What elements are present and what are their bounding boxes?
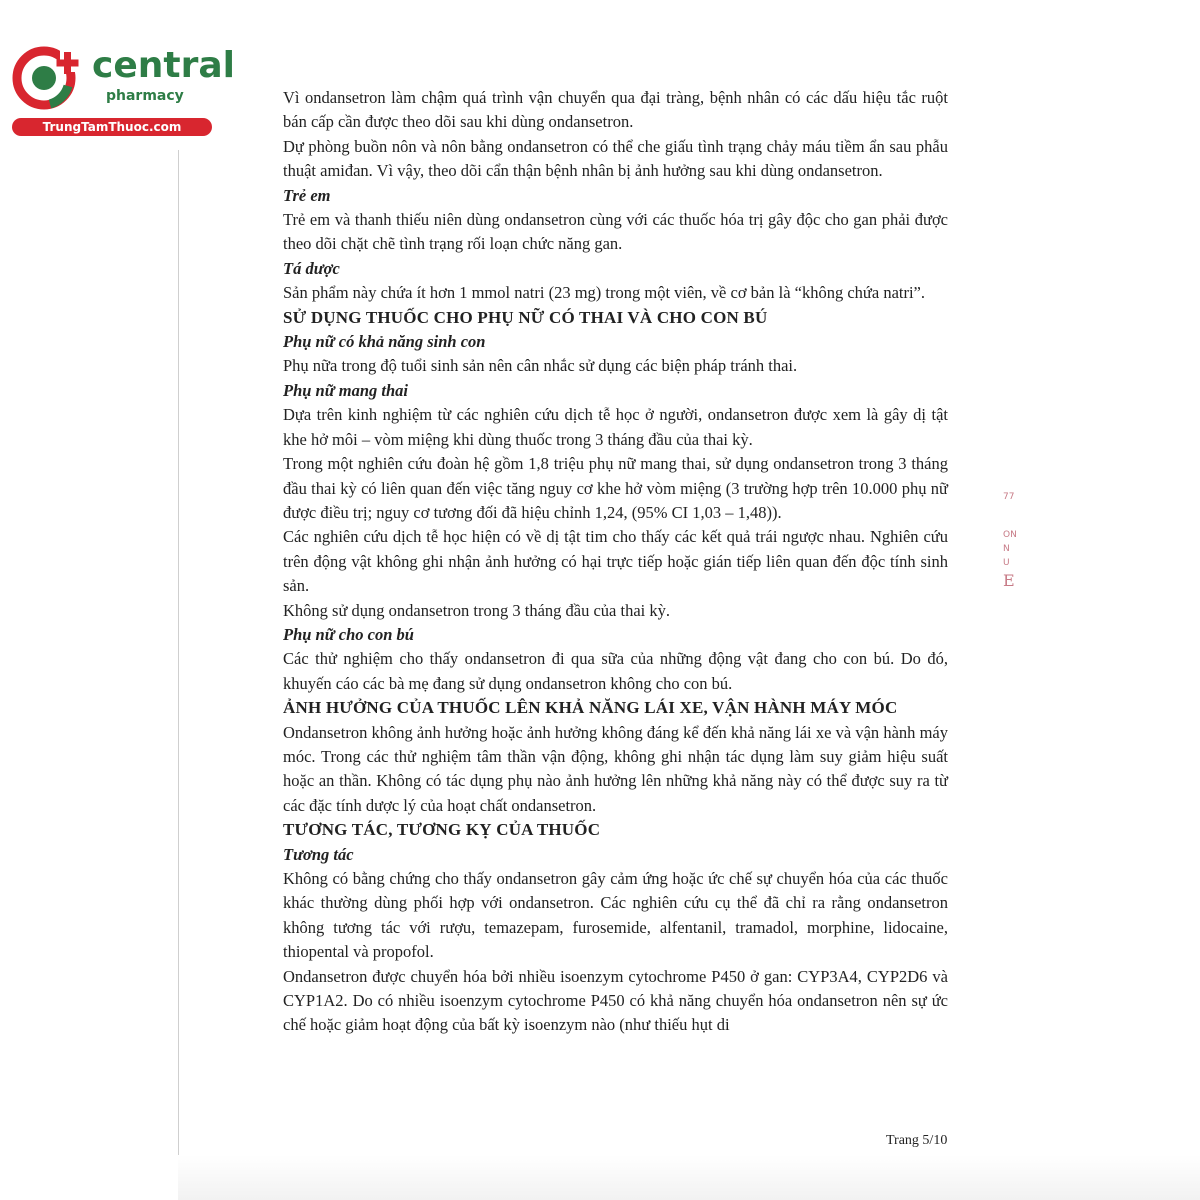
paragraph: Phụ nữa trong độ tuổi sinh sản nên cân nhắc sử dụng các biện pháp tránh thai. [283,356,798,376]
subheading-breastfeeding: Phụ nữ cho con bú [283,624,414,644]
logo-domain-badge: TrungTamThuoc.com [12,118,212,136]
logo-brand-text: central [92,45,235,86]
central-pharmacy-logo[interactable] [8,38,235,138]
paragraph: Sản phẩm này chứa ít hơn 1 mmol natri (23 mg) trong một viên, về cơ bản là “không chứa natri”. [283,283,926,303]
page-bottom-shadow [178,1155,1200,1200]
subheading-excipients: Tá dược [283,258,340,278]
subheading-childbearing: Phụ nữ có khả năng sinh con [283,332,486,352]
pharmacy-cross-icon [8,38,90,116]
stamp-mark [1003,490,1027,650]
paragraph: Vì ondansetron làm chậm quá trình vận chuyển qua đại tràng, bệnh nhân có các dấu hiệu tắc ruột bán cấp cần được theo dõi sau khi dùng ondansetron. [283,88,948,132]
paragraph: Trong một nghiên cứu đoàn hệ gồm 1,8 triệu phụ nữ mang thai, sử dụng ondansetron trong 3 tháng đầu thai kỳ có liên quan đến việc tăng nguy cơ khe hở vòm miệng (3 trường hợp trên 10.000 phụ nữ được điều trị; nguy cơ tương đối đã hiệu chỉnh 1,24, (95% CI 1,03 – 1,48)). [283,454,948,522]
stamp-line: U [1003,558,1010,568]
paragraph: Dự phòng buồn nôn và nôn bằng ondansetron có thể che giấu tình trạng chảy máu tiềm ẩn sau phẫu thuật amiđan. Vì vậy, theo dõi cẩn thận bệnh nhân bị ảnh hưởng sau khi dùng ondansetron. [283,136,948,181]
logo-sub-text: pharmacy [106,88,184,104]
subheading-children: Trẻ em [283,185,331,205]
page-edge [178,150,179,1200]
stamp-line: 77 [1003,492,1015,502]
paragraph: Các nghiên cứu dịch tễ học hiện có về dị tật tim cho thấy các kết quả trái ngược nhau. Nghiên cứu trên động vật không ghi nhận ảnh hưởng có hại trực tiếp hoặc gián tiếp liên quan đến độc tính sinh sản. [283,527,948,596]
stamp-line: E [1003,571,1015,590]
paragraph: Trẻ em và thanh thiếu niên dùng ondansetron cùng với các thuốc hóa trị gây độc cho gan phải được theo dõi chặt chẽ tình trạng rối loạn chức năng gan. [283,210,948,254]
subheading-pregnant: Phụ nữ mang thai [283,380,408,400]
subheading-interactions: Tương tác [283,844,354,864]
heading-interactions: TƯƠNG TÁC, TƯƠNG KỴ CỦA THUỐC [283,820,601,840]
paragraph: Không có bằng chứng cho thấy ondansetron gây cảm ứng hoặc ức chế sự chuyển hóa của các thuốc khác thường dùng phối hợp với ondansetron. Các nghiên cứu cụ thể đã chỉ ra rằng ondansetron không tương tác với rượu, temazepam, furosemide, alfentanil, tramadol, morphine, lidocaine, thiopental và propofol. [283,869,948,962]
heading-pregnancy: SỬ DỤNG THUỐC CHO PHỤ NỮ CÓ THAI VÀ CHO CON BÚ [283,307,768,327]
stamp-line: ON [1003,530,1017,540]
page-number: Trang 5/10 [886,1133,948,1148]
paragraph: Các thử nghiệm cho thấy ondansetron đi qua sữa của những động vật đang cho con bú. Do đó, khuyến cáo các bà mẹ đang sử dụng ondansetron không cho con bú. [283,649,948,693]
stamp-line: N [1003,544,1010,554]
heading-driving: ẢNH HƯỞNG CỦA THUỐC LÊN KHẢ NĂNG LÁI XE, VẬN HÀNH MÁY MÓC [283,698,898,718]
document-body [283,86,948,1038]
paragraph: Ondansetron được chuyển hóa bởi nhiều isoenzym cytochrome P450 ở gan: CYP3A4, CYP2D6 và CYP1A2. Do có nhiều isoenzym cytochrome P450 có khả năng chuyển hóa ondansetron nên sự ức chế hoặc giảm hoạt động của bất kỳ isoenzym nào (như thiếu hụt di [283,966,948,1035]
paragraph: Không sử dụng ondansetron trong 3 tháng đầu của thai kỳ. [283,600,671,620]
paragraph: Ondansetron không ảnh hưởng hoặc ảnh hưởng không đáng kể đến khả năng lái xe và vận hành máy móc. Trong các thử nghiệm tâm thần vận động, không ghi nhận tác dụng làm suy giảm hiệu suất hoặc an thần. Không có tác dụng phụ nào ảnh hưởng lên những khả năng này có thể được suy ra từ các đặc tính dược lý của hoạt chất ondansetron. [283,722,948,815]
paragraph: Dựa trên kinh nghiệm từ các nghiên cứu dịch tễ học ở người, ondansetron được xem là gây dị tật khe hở môi – vòm miệng khi dùng thuốc trong 3 tháng đầu của thai kỳ. [283,405,948,449]
